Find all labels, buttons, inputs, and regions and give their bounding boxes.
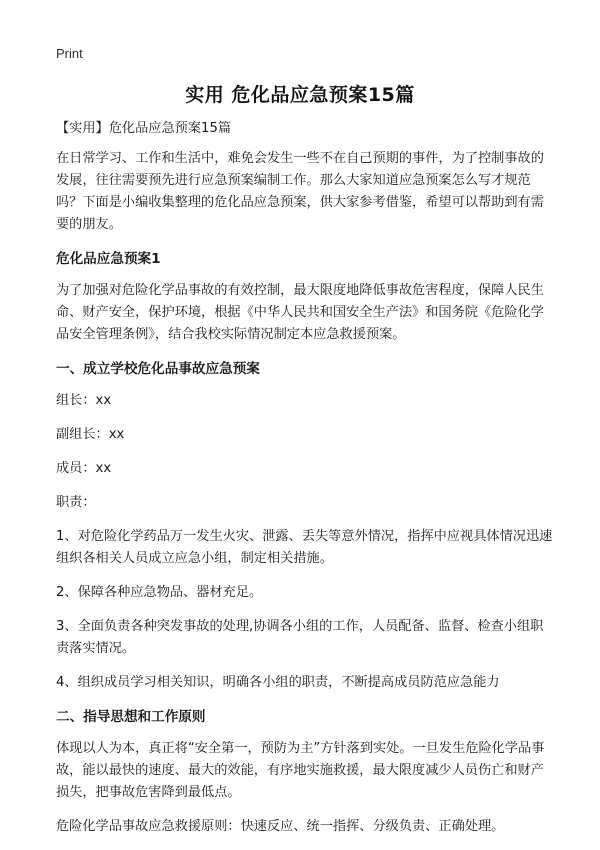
duty-item-2: 2、保障各种应急物品、器材充足。 [56, 585, 263, 600]
part2-heading: 二、指导思想和工作原则 [56, 709, 206, 725]
page-title: 实用 危化品应急预案15篇 [185, 84, 415, 106]
print-link[interactable]: Print [56, 46, 83, 61]
section1-intro-paragraph: 为了加强对危险化学品事故的有效控制，最大限度地降低事故危害程度，保障人民生命、财产安全，保护环境，根据《中华人民共和国安全生产法》和国务院《危险化学品安全管理条例》，结合我校实际情况制定本应急救援预案。 [56, 283, 544, 342]
part2-paragraph: 体现以人为本，真正将“安全第一，预防为主”方针落到实处。一旦发生危险化学品事故，能以最快的速度、最大的效能，有序地实施救援，最大限度减少人员伤亡和财产损失，把事故危害降到最低点。 [56, 741, 545, 800]
members-line: 成员：xx [56, 461, 112, 476]
principles-paragraph: 危险化学品事故应急救援原则：快速反应、统一指挥、分级负责、正确处理。 [56, 819, 505, 834]
duties-label: 职责： [56, 495, 96, 510]
document-subtitle: 【实用】危化品应急预案15篇 [56, 121, 232, 136]
duty-item-4: 4、组织成员学习相关知识，明确各小组的职责，不断提高成员防范应急能力 [56, 675, 500, 690]
intro-paragraph: 在日常学习、工作和生活中，难免会发生一些不在自己预期的事件，为了控制事故的发展，往往需要预先进行应急预案编制工作。那么大家知道应急预案怎么写才规范吗？下面是小编收集整理的危化品应急预案，供大家参考借鉴，希望可以帮助到有需要的朋友。 [56, 151, 544, 232]
duty-item-1: 1、对危险化学药品万一发生火灾、泄露、丢失等意外情况，指挥中应视具体情况迅速组织各相关人员成立应急小组，制定相关措施。 [56, 529, 553, 566]
document-body [56, 118, 556, 850]
section1-heading: 危化品应急预案1 [56, 251, 161, 267]
deputy-leader-line: 副组长：xx [56, 427, 125, 442]
leader-line: 组长：xx [56, 393, 112, 408]
part1-heading: 一、成立学校危化品事故应急预案 [56, 361, 260, 377]
duty-item-3: 3、全面负责各种突发事故的处理,协调各小组的工作，人员配备、监督、检查小组职责落实情况。 [56, 619, 544, 656]
